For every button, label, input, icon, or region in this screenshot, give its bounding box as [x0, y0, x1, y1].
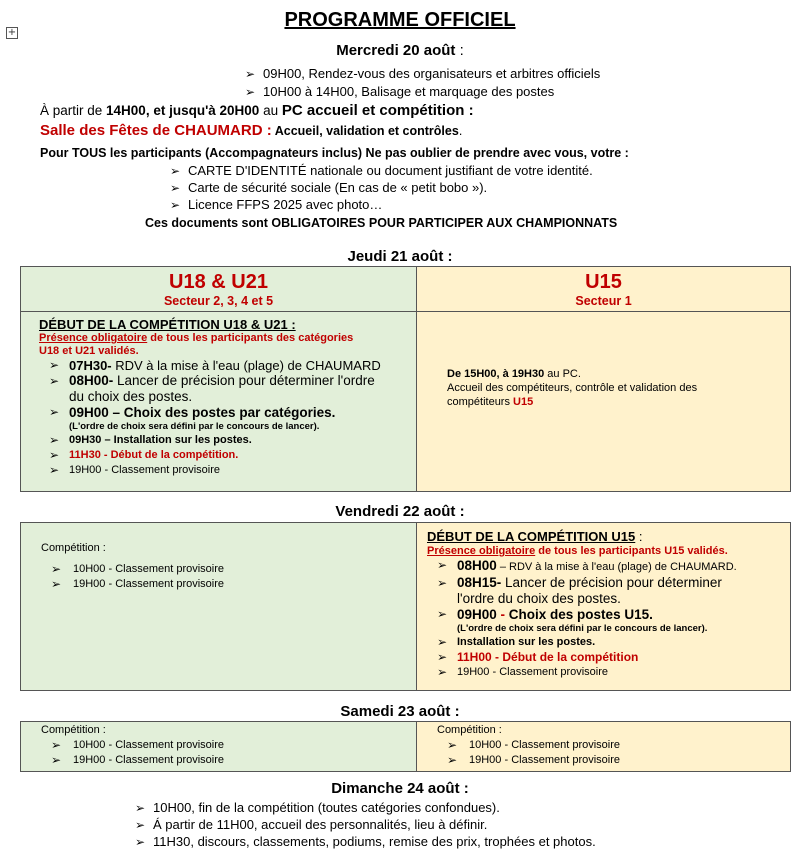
saturday-left-label: Compétition : [41, 724, 106, 736]
arrow-bullet-icon: ➢ [170, 164, 181, 178]
friday-left-item-2: ➢ 19H00 - Classement provisoire [51, 577, 225, 591]
pc-line: À partir de 14H00, et jusqu'à 20H00 au PC accueil et compétition : [40, 102, 474, 119]
arrow-bullet-icon: ➢ [51, 738, 62, 752]
arrow-bullet-icon: ➢ [437, 558, 448, 572]
saturday-u15-cell [417, 722, 791, 772]
mandatory-notice: Ces documents sont OBLIGATOIRES POUR PARTICIPER AUX CHAMPIONNATS [145, 216, 618, 230]
sunday-item-1: ➢ 10H00, fin de la compétition (toutes catégories confondues). [135, 800, 500, 815]
saturday-left-item-2: ➢ 19H00 - Classement provisoire [51, 753, 225, 767]
friday-table [20, 522, 791, 691]
u15-presence: Présence obligatoire de tous les participants U15 validés. [427, 545, 728, 557]
saturday-right-item-1: ➢ 10H00 - Classement provisoire [447, 738, 621, 752]
arrow-bullet-icon: ➢ [51, 562, 62, 576]
arrow-bullet-icon: ➢ [49, 374, 60, 388]
friday-item-1100: ➢ 11H00 - Début de la compétition [437, 650, 639, 664]
saturday-table [20, 721, 791, 772]
arrow-bullet-icon: ➢ [49, 405, 60, 419]
u18-u21-title: U18 & U21 [169, 271, 268, 293]
document-item-3: ➢ Licence FFPS 2025 avec photo… [170, 197, 383, 212]
friday-competition-label: Compétition : [41, 542, 106, 554]
thursday-item-0800: ➢ 08H00- Lancer de précision pour déterminer l'ordre du choix des postes. [49, 373, 375, 404]
thursday-heading: Jeudi 21 août : [347, 248, 453, 265]
arrow-bullet-icon: ➢ [49, 463, 60, 477]
arrow-bullet-icon: ➢ [51, 577, 62, 591]
friday-u18-u21-cell [21, 523, 417, 691]
arrow-bullet-icon: ➢ [437, 576, 448, 590]
u18-u21-presence: Présence obligatoire de tous les participants des catégories U18 et U21 validés. [39, 332, 354, 357]
friday-u15-cell [417, 523, 791, 691]
sunday-item-2: ➢ Á partir de 11H00, accueil des personnalités, lieu à définir. [135, 817, 488, 832]
friday-item-1900: ➢ 19H00 - Classement provisoire [437, 665, 609, 679]
u15-start-heading: DÉBUT DE LA COMPÉTITION U15 : [427, 529, 643, 544]
u18-u21-start-heading: DÉBUT DE LA COMPÉTITION U18 & U21 : [39, 317, 296, 332]
salle-line: Salle des Fêtes de CHAUMARD : Accueil, validation et contrôles. [40, 122, 463, 139]
thursday-item-0730: ➢ 07H30- RDV à la mise à l'eau (plage) de CHAUMARD [49, 358, 381, 373]
u18-u21-header-cell [21, 267, 417, 312]
friday-heading: Vendredi 22 août : [335, 503, 465, 520]
friday-item-0815: ➢ 08H15- Lancer de précision pour déterminer l'ordre du choix des postes. [437, 575, 722, 606]
arrow-bullet-icon: ➢ [437, 650, 448, 664]
arrow-bullet-icon: ➢ [49, 448, 60, 462]
arrow-bullet-icon: ➢ [245, 67, 256, 81]
arrow-bullet-icon: ➢ [437, 635, 448, 649]
friday-lancer-note: (L'ordre de choix sera défini par le concours de lancer). [457, 623, 708, 634]
sunday-heading: Dimanche 24 août : [331, 780, 469, 797]
friday-item-install: ➢ Installation sur les postes. [437, 635, 596, 649]
document-item-1: ➢ CARTE D'IDENTITÉ nationale ou document justifiant de votre identité. [170, 163, 593, 178]
thursday-item-0900: ➢ 09H00 – Choix des postes par catégories. [49, 405, 336, 420]
thursday-item-1130: ➢ 11H30 - Début de la compétition. [49, 448, 239, 462]
friday-left-item-1: ➢ 10H00 - Classement provisoire [51, 562, 225, 576]
wednesday-heading: Mercredi 20 août : [336, 42, 464, 59]
arrow-bullet-icon: ➢ [437, 665, 448, 679]
u15-welcome-text: Accueil des compétiteurs, contrôle et validation des [447, 382, 698, 394]
saturday-heading: Samedi 23 août : [340, 703, 460, 720]
friday-item-0800: ➢ 08H00 – RDV à la mise à l'eau (plage) de CHAUMARD. [437, 558, 737, 573]
u15-welcome-time: De 15H00, à 19H30 au PC. [447, 368, 581, 380]
wednesday-item-1: ➢ 09H00, Rendez-vous des organisateurs et arbitres officiels [245, 66, 601, 81]
thursday-table [20, 266, 791, 492]
thursday-lancer-note: (L'ordre de choix sera défini par le concours de lancer). [69, 421, 320, 432]
arrow-bullet-icon: ➢ [170, 198, 181, 212]
sunday-item-3: ➢ 11H30, discours, classements, podiums, remise des prix, trophées et photos. [135, 834, 596, 849]
u15-welcome-text-2: compétiteurs U15 [447, 396, 534, 408]
u18-u21-sectors: Secteur 2, 3, 4 et 5 [163, 294, 274, 308]
move-handle-icon[interactable]: + [7, 27, 17, 38]
arrow-bullet-icon: ➢ [135, 818, 146, 832]
thursday-u15-cell [417, 312, 791, 492]
saturday-u18-u21-cell [21, 722, 417, 772]
arrow-bullet-icon: ➢ [170, 181, 181, 195]
u15-header-cell [417, 267, 791, 312]
arrow-bullet-icon: ➢ [447, 738, 458, 752]
arrow-bullet-icon: ➢ [135, 835, 146, 849]
saturday-right-label: Compétition : [437, 724, 502, 736]
thursday-item-0930: ➢ 09H30 – Installation sur les postes. [49, 433, 252, 447]
u15-sectors: Secteur 1 [575, 294, 632, 308]
arrow-bullet-icon: ➢ [135, 801, 146, 815]
arrow-bullet-icon: ➢ [49, 358, 60, 372]
thursday-item-1900: ➢ 19H00 - Classement provisoire [49, 463, 221, 477]
arrow-bullet-icon: ➢ [437, 607, 448, 621]
arrow-bullet-icon: ➢ [447, 753, 458, 767]
saturday-right-item-2: ➢ 19H00 - Classement provisoire [447, 753, 621, 767]
arrow-bullet-icon: ➢ [51, 753, 62, 767]
arrow-bullet-icon: ➢ [245, 85, 256, 99]
document-item-2: ➢ Carte de sécurité sociale (En cas de « petit bobo »). [170, 180, 488, 195]
friday-item-0900: ➢ 09H00 - Choix des postes U15. [437, 607, 653, 622]
saturday-left-item-1: ➢ 10H00 - Classement provisoire [51, 738, 225, 752]
wednesday-item-2: ➢ 10H00 à 14H00, Balisage et marquage des postes [245, 84, 555, 99]
thursday-u18-u21-cell [21, 312, 417, 492]
arrow-bullet-icon: ➢ [49, 433, 60, 447]
u15-title: U15 [585, 271, 622, 293]
all-participants-notice: Pour TOUS les participants (Accompagnateurs inclus) Ne pas oublier de prendre avec vous, votre : [40, 146, 629, 160]
page-title: PROGRAMME OFFICIEL [284, 9, 516, 31]
